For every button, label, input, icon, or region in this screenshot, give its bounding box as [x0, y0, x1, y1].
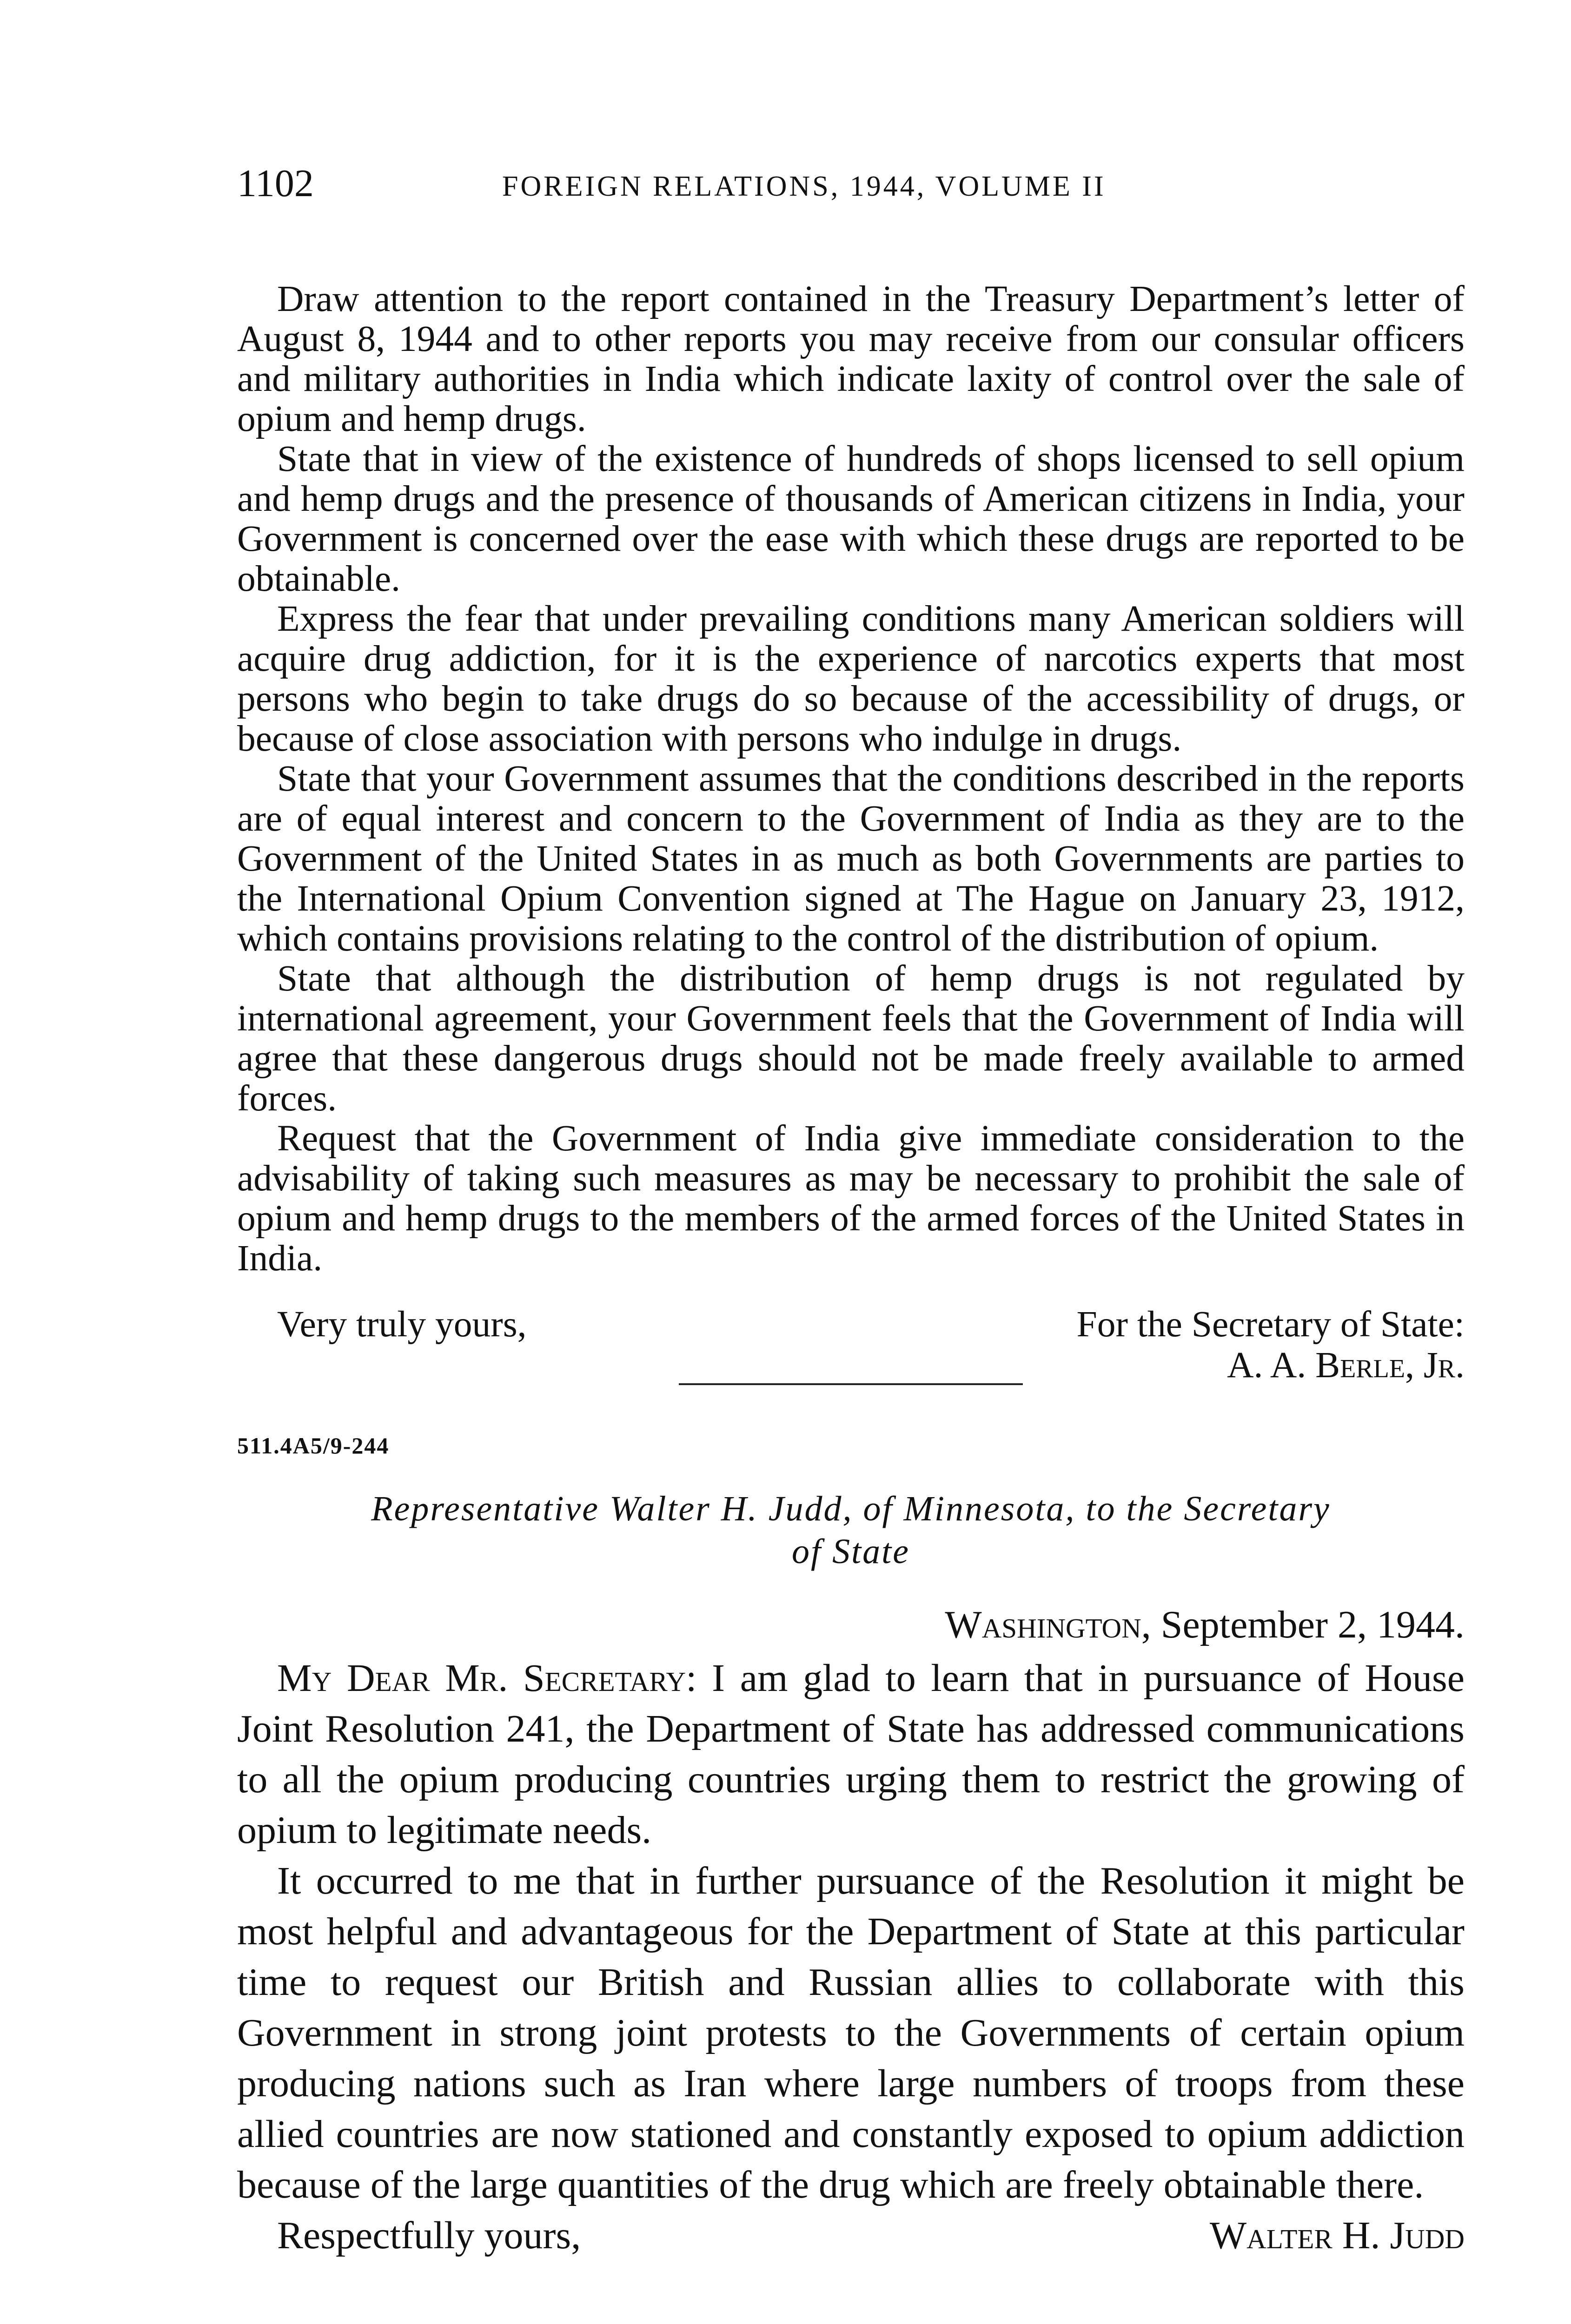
- page-number: 1102: [237, 162, 314, 205]
- paragraph: State that although the distribution of hemp drugs is not regulated by international agreement, your Government feels that the Government of India will agree that these dangerous drugs should not be made freely available to armed forces.: [237, 958, 1465, 1119]
- closing-block: [237, 2210, 1465, 2266]
- valediction: Respectfully yours,: [277, 2214, 581, 2257]
- paragraph: Express the fear that under prevailing conditions many American soldiers will acquire drug addiction, for it is the experience of narcotics experts that most persons who begin to take drugs do so because of the accessibility of drugs, or because of close association with persons who indulge in drugs.: [237, 598, 1465, 759]
- paragraph: [237, 1653, 1465, 1855]
- paragraph: State that in view of the existence of hundreds of shops licensed to sell opium and hemp drugs and the presence of thousands of American citizens in India, your Government is concerned over the ease with which these drugs are reported to be obtainable.: [237, 438, 1465, 599]
- dateline-place: Washington,: [945, 1603, 1151, 1646]
- paragraph-text: I am glad to learn that in pursuance of House Joint Resolution 241, the Department of State has addressed communications to all the opium producing countries urging them to restrict the growing of opium to legitimate needs.: [237, 1657, 1465, 1852]
- document-heading: [237, 1487, 1465, 1573]
- signature: A. A. Berle, Jr.: [1227, 1345, 1465, 1386]
- salutation: My Dear Mr. Secretary:: [277, 1657, 697, 1700]
- dateline: [237, 1603, 1465, 1647]
- paragraph: Draw attention to the report contained in the Treasury Department’s letter of August 8, 1944 and to other reports you may receive from our consular officers and military authorities in India which indicate laxity of control over the sale of opium and hemp drugs.: [237, 278, 1465, 439]
- document-heading-line: of State: [791, 1532, 910, 1571]
- signature-attribution: For the Secretary of State:: [1076, 1304, 1465, 1345]
- valediction: Very truly yours,: [277, 1304, 527, 1345]
- document-page: [237, 163, 1465, 2266]
- file-number: 511.4A5/9-244: [237, 1433, 390, 1459]
- running-head: [237, 163, 1465, 214]
- signature: Walter H. Judd: [1209, 2214, 1465, 2257]
- letter-body: [237, 1653, 1465, 2210]
- closing-block: [237, 1304, 1465, 1439]
- paragraph: It occurred to me that in further pursuance of the Resolution it might be most helpful and advantageous for the Department of State at this particular time to request our British and Russian allies to collaborate with this Government in strong joint protests to the Governments of certain opium producing nations such as Iran where large numbers of troops from these allied countries are now stationed and constantly exposed to opium addiction because of the large quantities of the drug which are freely obtainable there.: [237, 1859, 1465, 2206]
- paragraph: State that your Government assumes that the conditions described in the reports are of equal interest and concern to the Government of India as they are to the Government of the United States in as much as both Governments are parties to the International Opium Convention signed at The Hague on January 23, 1912, which contains provisions relating to the control of the distribution of opium.: [237, 758, 1465, 959]
- document-heading-line: Representative Walter H. Judd, of Minnesota, to the Secretary: [371, 1489, 1331, 1528]
- paragraph: Request that the Government of India give immediate consideration to the advisability of taking such measures as may be necessary to prohibit the sale of opium and hemp drugs to the members of the armed forces of the United States in India.: [237, 1118, 1465, 1279]
- running-title: FOREIGN RELATIONS, 1944, VOLUME II: [502, 171, 1106, 202]
- dateline-date: September 2, 1944.: [1160, 1603, 1465, 1646]
- instruction-paragraphs: [237, 279, 1465, 1278]
